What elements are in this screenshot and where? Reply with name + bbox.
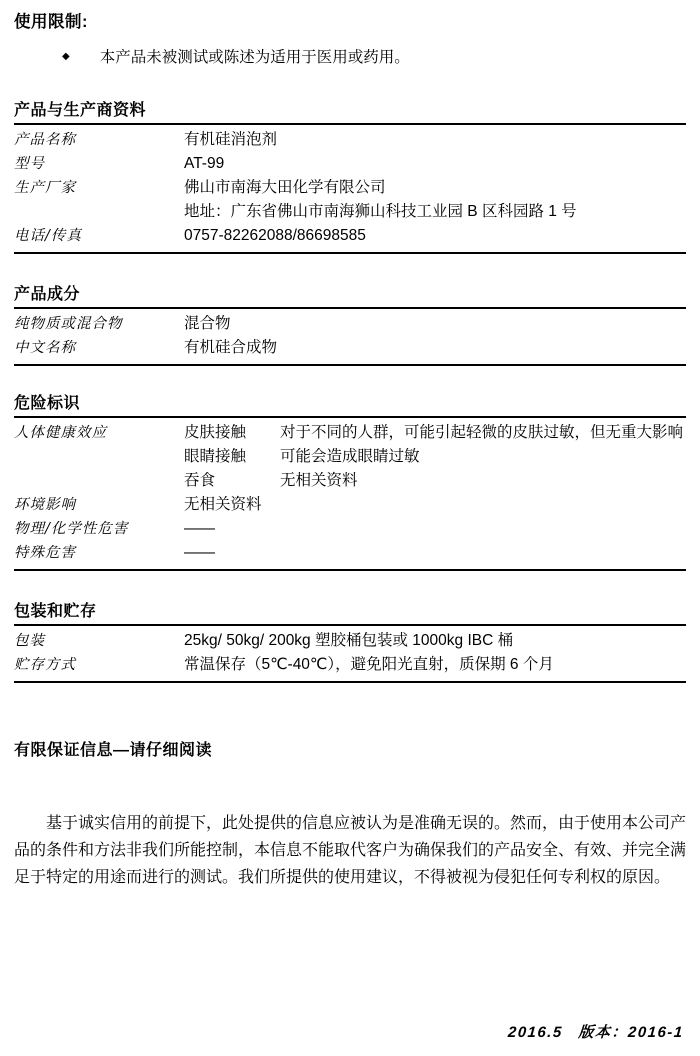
row-label: 纯物质或混合物 (14, 316, 123, 332)
table-row (14, 312, 686, 336)
version-number: 版本：2016-1 (578, 1024, 685, 1041)
row-sublabel: —— (184, 520, 215, 537)
hazards-table (14, 418, 686, 571)
row-label: 电话/传真 (14, 228, 82, 244)
section-hazards (14, 390, 686, 571)
row-sublabel: 吞食 (184, 472, 216, 489)
usage-restriction-title: 使用限制: (14, 13, 88, 31)
section-title-product-info: 产品与生产商资料 (14, 97, 686, 125)
row-value: 地址：广东省佛山市南海狮山科技工业园 B 区科园路 1 号 (184, 203, 577, 220)
table-row (14, 200, 686, 224)
warranty-paragraph: 基于诚实信用的前提下，此处提供的信息应被认为是准确无误的。然而，由于使用本公司产品的条件和方法非我们所能控制，本信息不能取代客户为确保我们的产品安全、有效、并完全满足于特定的用途而进行的测试。我们所提供的使用建议，不得被视为侵犯任何专利权的原因。 (14, 815, 687, 886)
section-title-hazards: 危险标识 (14, 390, 686, 418)
section-composition (14, 281, 686, 366)
packaging-table (14, 626, 686, 683)
row-value: 有机硅合成物 (184, 339, 278, 356)
table-row (14, 224, 686, 248)
table-row (14, 517, 686, 541)
row-value (280, 517, 686, 541)
table-row (14, 152, 686, 176)
row-value: 混合物 (184, 315, 231, 332)
row-value: AT-99 (184, 155, 225, 172)
version-stamp (507, 1021, 684, 1042)
row-label (14, 469, 184, 493)
table-row (14, 541, 686, 565)
table-row (14, 493, 686, 517)
table-row (14, 128, 686, 152)
row-value (280, 493, 686, 517)
row-sublabel: 皮肤接触 (184, 424, 247, 441)
row-label: 人体健康效应 (14, 425, 107, 441)
composition-table (14, 309, 686, 366)
product-info-table (14, 125, 686, 254)
table-row (14, 653, 686, 677)
table-row (14, 336, 686, 360)
row-value: 佛山市南海大田化学有限公司 (184, 179, 386, 196)
row-label: 产品名称 (14, 132, 76, 148)
row-sublabel: 无相关资料 (184, 496, 262, 513)
section-title-composition: 产品成分 (14, 281, 686, 309)
table-row (14, 629, 686, 653)
row-sublabel: 眼睛接触 (184, 448, 247, 465)
table-row (14, 469, 686, 493)
version-date: 2016.5 (507, 1024, 564, 1041)
row-label: 环境影响 (14, 497, 76, 513)
row-label: 物理/化学性危害 (14, 521, 129, 537)
row-value: 常温保存（5℃-40℃），避免阳光直射，质保期 6 个月 (184, 656, 554, 673)
row-label (14, 445, 184, 469)
row-value: 有机硅消泡剂 (184, 131, 278, 148)
row-value: 无相关资料 (280, 472, 358, 489)
row-label: 包装 (14, 633, 45, 649)
warranty-title: 有限保证信息—请仔细阅读 (14, 742, 213, 759)
row-label: 贮存方式 (14, 657, 76, 673)
row-label (14, 200, 184, 224)
row-label: 生产厂家 (14, 180, 76, 196)
row-value (280, 541, 686, 565)
row-value: 对于不同的人群，可能引起轻微的皮肤过敏，但无重大影响 (280, 424, 684, 441)
usage-restriction-text: 本产品未被测试或陈述为适用于医用或药用。 (99, 49, 410, 66)
table-row (14, 421, 686, 445)
row-label: 特殊危害 (14, 545, 76, 561)
section-title-packaging: 包装和贮存 (14, 598, 686, 626)
row-value: 25kg/ 50kg/ 200kg 塑胶桶包装或 1000kg IBC 桶 (184, 632, 514, 649)
table-row (14, 445, 686, 469)
row-value: 0757-82262088/86698585 (184, 227, 366, 244)
row-label: 型号 (14, 156, 45, 172)
section-product-info (14, 97, 686, 254)
table-row (14, 176, 686, 200)
diamond-bullet-icon: ◆ (62, 50, 70, 62)
usage-restriction-item (62, 45, 686, 67)
row-label: 中文名称 (14, 340, 76, 356)
row-value: 可能会造成眼睛过敏 (280, 448, 420, 465)
section-packaging (14, 598, 686, 683)
row-sublabel: —— (184, 544, 215, 561)
